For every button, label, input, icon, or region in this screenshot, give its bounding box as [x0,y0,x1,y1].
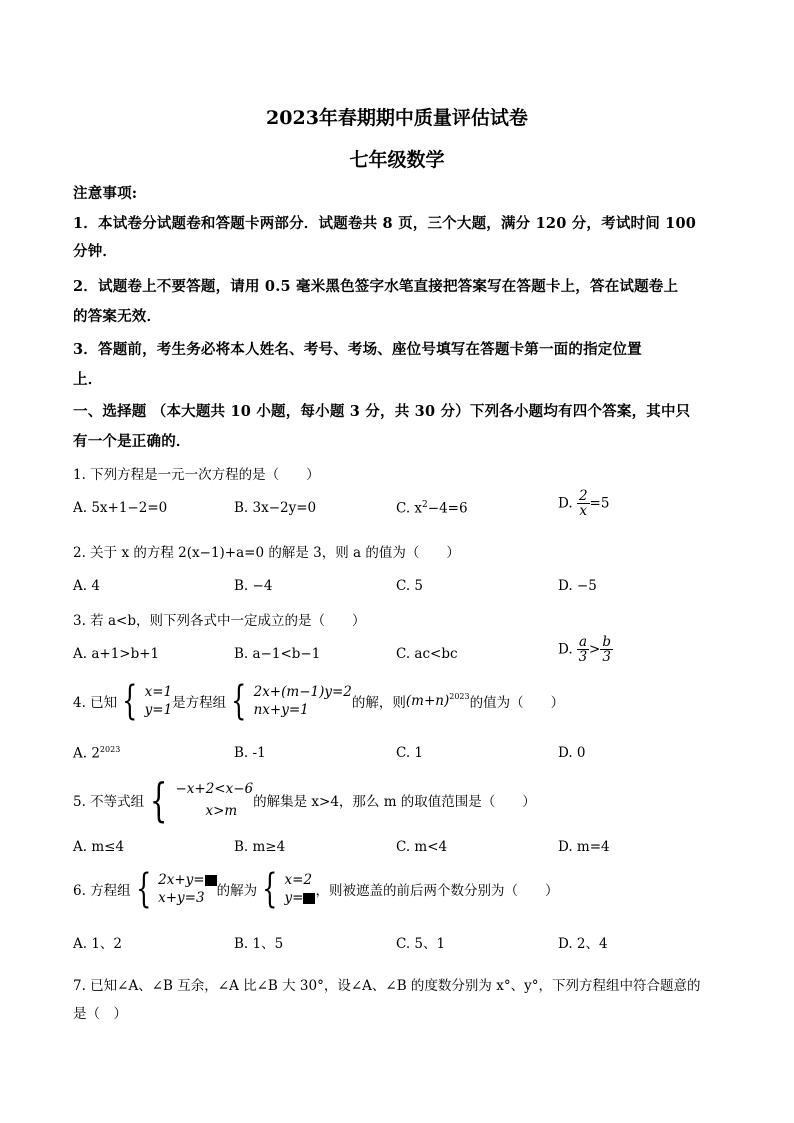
question-2-option-d: D. −5 [558,578,597,594]
question-3-option-d-label: D. [558,641,573,658]
fraction-denominator: x [579,503,588,519]
question-6-option-d: D. 2、4 [558,936,608,952]
question-1-option-c: C. $x^2-4=6$ [396,500,468,517]
system-row: x=1 [144,684,173,700]
question-1-option-c-rest: −4=6 [427,500,468,517]
question-4-stem [73,678,565,724]
notice-item-1: 1．本试卷分试题卷和答题卡两部分．试题卷共 8 页，三个大题，满分 120 分，考试时间 100 [73,215,697,232]
question-7-stem: 7. 已知∠A、∠B 互余，∠A 比∠B 大 30°，设∠A、∠B 的度数分别为 x°、y°，下列方程组中符合题意的 [73,978,701,994]
notice-item-3-cont: 上． [73,371,103,388]
brace-icon: { [135,866,152,912]
system-row: −x+2<x−6 [175,781,254,797]
question-4-post: 的解，则 [351,695,406,711]
question-4-mid: 是方程组 [172,695,227,711]
notice-heading: 注意事项: [73,185,138,202]
inequality-system [144,773,254,827]
system-row: y=1 [144,702,173,718]
question-2-option-a: A. 4 [73,578,100,594]
question-1-option-a: A. 5x+1−2=0 [73,500,168,516]
question-4-option-a-exponent: 2023 [99,745,121,754]
question-5-option-d: D. m=4 [558,839,610,855]
brace-icon: { [231,678,247,724]
question-6-option-b: B. 1、5 [234,936,284,952]
system-row [285,889,316,907]
question-1-stem: 1. 下列方程是一元一次方程的是（ ） [73,467,320,483]
page-title: 2023年春期期中质量评估试卷 [266,107,528,129]
question-5-prefix: 5. 不等式组 [73,794,145,810]
question-5-option-c: C. m<4 [396,839,448,855]
notice-item-3: 3．答题前，考生务必将本人姓名、考号、考场、座位号填写在答题卡第一面的指定位置 [73,341,642,358]
question-3-option-d [558,635,613,664]
equation-system-1 [117,678,173,724]
section-1-heading: 一、选择题 （本大题共 10 小题，每小题 3 分，共 30 分）下列各小题均有四个答案，其中只 [73,403,691,420]
question-4-expression: (m+n) [405,693,450,709]
question-4-exponent: 2023 [449,692,470,701]
section-1-heading-cont: 有一个是正确的． [73,433,191,450]
equation-system-1 [131,866,217,912]
system-row: x=2 [284,872,313,888]
system-row-text: y= [284,890,304,906]
question-3-option-c: C. ac<bc [396,646,458,662]
notice-item-2: 2．试题卷上不要答题，请用 0.5 毫米黑色签字水笔直接把答案写在答题卡上，答在试题卷上 [73,278,679,295]
system-row: x>m [205,803,238,819]
system-row [158,871,216,889]
covered-value-icon [303,893,315,904]
question-6-stem [73,866,559,912]
question-4-option-a [73,745,120,762]
question-5-post: 的解集是 x>4，那么 m 的取值范围是（ ） [253,794,536,810]
question-4-option-b: B. -1 [234,745,266,761]
fraction-denominator: 3 [602,649,611,665]
question-1-option-c-base: C. x [396,500,423,517]
question-4-option-c: C. 1 [396,745,424,761]
system-row: nx+y=1 [253,702,309,718]
question-3-option-d-fraction-1 [577,635,589,664]
system-row: 2x+(m−1)y=2 [253,684,352,700]
question-1-option-b: B. 3x−2y=0 [234,500,317,516]
brace-icon: { [262,866,278,912]
notice-item-2-cont: 的答案无效． [73,308,162,325]
question-3-option-b: B. a−1<b−1 [234,646,321,662]
question-3-option-a: A. a+1>b+1 [73,646,160,662]
solution-system [257,866,315,912]
question-4-option-d: D. 0 [558,745,586,761]
brace-icon: { [122,678,138,724]
question-1-option-d-fraction [577,489,590,518]
fraction-numerator: a [578,634,587,650]
question-4-option-a-base: A. 2 [73,745,100,762]
question-5-option-a: A. m≤4 [73,839,125,855]
question-2-option-b: B. −4 [234,578,273,594]
question-6-prefix: 6. 方程组 [73,883,131,899]
brace-icon: { [150,773,168,827]
question-6-post: ，则被遮盖的前后两个数分别为（ ） [315,883,559,899]
system-row: x+y=3 [158,890,205,906]
question-6-mid: 的解为 [216,883,258,899]
question-3-stem: 3. 若 a<b，则下列各式中一定成立的是（ ） [73,613,366,629]
fraction-denominator: 3 [578,649,588,665]
equation-system-2 [226,678,352,724]
page-subtitle: 七年级数学 [349,149,445,171]
system-row-text: 2x+y= [158,872,205,888]
question-4-prefix: 4. 已知 [73,695,118,711]
comparison-sign: > [589,641,601,658]
covered-value-icon [205,875,217,886]
question-2-stem: 2. 关于 x 的方程 2(x−1)+a=0 的解是 3，则 a 的值为（ ） [73,545,460,561]
question-1-option-d-rest: =5 [589,495,610,512]
question-7-stem-cont: 是（ ） [73,1006,127,1022]
question-6-option-c: C. 5、1 [396,936,446,952]
question-2-option-c: C. 5 [396,578,424,594]
notice-item-1-cont: 分钟． [73,243,118,260]
question-1-option-d-label: D. [558,495,573,512]
question-5-option-b: B. m≥4 [234,839,286,855]
question-6-option-a: A. 1、2 [73,936,123,952]
fraction-numerator: 2 [578,488,588,504]
question-4-tail: 的值为（ ） [469,695,565,711]
question-5-stem [73,773,536,827]
question-1-option-d [558,489,609,518]
fraction-numerator: b [602,634,611,650]
question-3-option-d-fraction-2 [600,635,613,664]
